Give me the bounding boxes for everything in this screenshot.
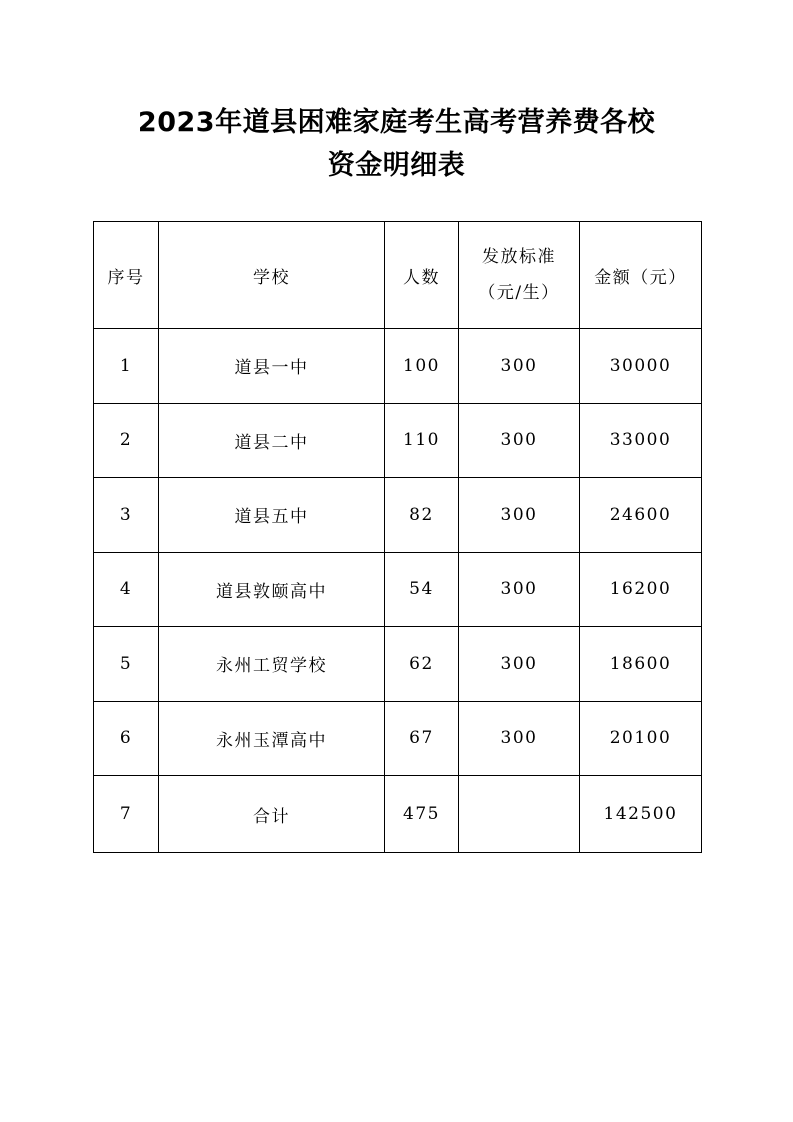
cell-amount: 30000 <box>580 329 702 404</box>
cell-amount: 33000 <box>580 403 702 478</box>
table-row <box>94 627 702 702</box>
funding-detail-table <box>93 221 702 853</box>
header-count: 人数 <box>385 222 459 329</box>
table-row <box>94 701 702 776</box>
total-standard <box>459 776 580 853</box>
total-amount: 142500 <box>580 776 702 853</box>
cell-amount: 16200 <box>580 552 702 627</box>
total-index: 7 <box>94 776 159 853</box>
cell-school: 道县敦颐高中 <box>159 552 385 627</box>
cell-amount: 18600 <box>580 627 702 702</box>
header-school: 学校 <box>159 222 385 329</box>
cell-count: 100 <box>385 329 459 404</box>
cell-count: 110 <box>385 403 459 478</box>
cell-amount: 20100 <box>580 701 702 776</box>
total-count: 475 <box>385 776 459 853</box>
cell-index: 6 <box>94 701 159 776</box>
header-standard-line1: 发放标准 <box>482 247 556 267</box>
table-total-row <box>94 776 702 853</box>
cell-index: 1 <box>94 329 159 404</box>
cell-count: 82 <box>385 478 459 553</box>
cell-standard: 300 <box>459 701 580 776</box>
cell-count: 62 <box>385 627 459 702</box>
cell-index: 4 <box>94 552 159 627</box>
header-index: 序号 <box>94 222 159 329</box>
cell-index: 5 <box>94 627 159 702</box>
document-title-line1: 2023年道县困难家庭考生高考营养费各校 <box>137 107 656 138</box>
cell-school: 永州工贸学校 <box>159 627 385 702</box>
header-standard <box>459 222 580 329</box>
table-row <box>94 478 702 553</box>
cell-school: 道县五中 <box>159 478 385 553</box>
cell-school: 永州玉潭高中 <box>159 701 385 776</box>
total-label: 合计 <box>159 776 385 853</box>
cell-school: 道县一中 <box>159 329 385 404</box>
cell-index: 3 <box>94 478 159 553</box>
table-row <box>94 403 702 478</box>
document-title-line2: 资金明细表 <box>327 150 466 181</box>
header-standard-line2: （元/生） <box>478 283 560 303</box>
table-row <box>94 329 702 404</box>
cell-school: 道县二中 <box>159 403 385 478</box>
table-row <box>94 552 702 627</box>
cell-standard: 300 <box>459 478 580 553</box>
cell-count: 67 <box>385 701 459 776</box>
cell-standard: 300 <box>459 552 580 627</box>
cell-index: 2 <box>94 403 159 478</box>
cell-count: 54 <box>385 552 459 627</box>
cell-standard: 300 <box>459 627 580 702</box>
cell-amount: 24600 <box>580 478 702 553</box>
cell-standard: 300 <box>459 329 580 404</box>
header-amount: 金额（元） <box>580 222 702 329</box>
table-header-row <box>94 222 702 329</box>
cell-standard: 300 <box>459 403 580 478</box>
